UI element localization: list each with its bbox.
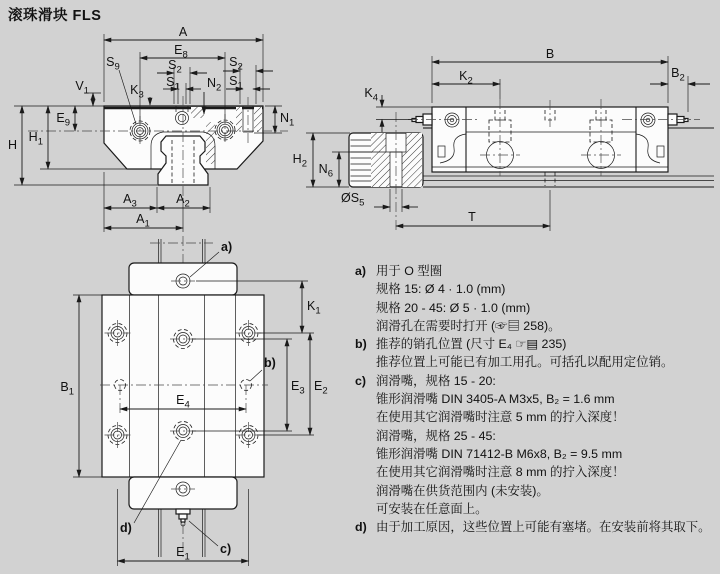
note-b: [355, 335, 719, 372]
note-d: [355, 518, 719, 536]
callout-d-label: d): [120, 521, 132, 535]
note-line: 用于 O 型圈: [376, 264, 443, 278]
dim-label-T: T: [468, 210, 476, 224]
dim-label-E3: $E_3$: [291, 379, 305, 397]
dim-label-B1: $B_1$: [60, 380, 74, 398]
note-line: 润滑嘴在供货范围内 (未安装)。: [376, 483, 549, 498]
note-a-label: a): [355, 264, 367, 278]
dim-label-V1: $V_1$: [75, 79, 89, 97]
top-view: [60, 236, 327, 566]
dim-label-N6: $N_6$: [318, 162, 333, 180]
note-line: 推荐的销孔位置 (尺寸 E₄ ☞▤ 235): [376, 337, 567, 352]
dim-label-K1: $K_1$: [307, 299, 321, 317]
dim-label-E8: $E_8$: [174, 43, 188, 61]
dim-label-S1-right: $S_1$: [229, 74, 243, 92]
dim-label-S1-left: $S_1$: [166, 75, 180, 93]
carriage-side-shape: [432, 107, 668, 172]
note-line: 锥形润滑嘴 DIN 3405-A M3x5, B₂ = 1.6 mm: [376, 392, 615, 407]
dim-label-E2: $E_2$: [314, 379, 328, 397]
note-line: 由于加工原因，这些位置上可能有塞堵。在安装前将其取下。: [376, 520, 711, 535]
cross-section-view: [8, 25, 294, 232]
dim-label-E1: $E_1$: [176, 545, 190, 563]
note-d-label: d): [355, 520, 367, 535]
callout-b-label: b): [264, 356, 276, 370]
note-line: 在使用其它润滑嘴时注意 5 mm 的拧入深度！: [376, 410, 625, 425]
dim-label-K3: $K_3$: [130, 83, 144, 101]
dim-label-S2-right: $S_2$: [229, 55, 243, 73]
callout-a-label: a): [221, 240, 233, 254]
dim-label-N2: $N_2$: [207, 76, 222, 94]
dim-label-B: B: [545, 47, 555, 61]
note-line: 锥形润滑嘴 DIN 71412-B M6x8, B₂ = 9.5 mm: [376, 446, 623, 461]
callout-c-label: c): [220, 542, 232, 556]
dim-label-H2: $H_2$: [292, 152, 307, 170]
dim-label-S5: $ØS_5$: [341, 191, 365, 209]
dim-label-K2: $K_2$: [459, 69, 473, 87]
note-a: [355, 262, 719, 335]
dim-label-A3: $A_3$: [123, 192, 137, 210]
note-c: [355, 372, 719, 518]
note-b-label: b): [355, 337, 367, 352]
dim-label-E4: $E_4$: [176, 393, 190, 411]
note-line: 在使用其它润滑嘴时注意 8 mm 的拧入深度！: [376, 465, 625, 480]
dim-label-H: H: [7, 138, 17, 152]
note-line: 润滑嘴，规格 15 - 20:: [376, 373, 496, 388]
note-line: 规格 15: Ø 4 · 1.0 (mm): [376, 282, 506, 297]
note-line: 润滑嘴，规格 25 - 45:: [376, 428, 496, 443]
dim-label-N1: $N_1$: [280, 111, 295, 129]
rail-end-section: [349, 112, 423, 232]
note-line: 推荐位置上可能已有加工用孔。可括孔以配用定位销。: [376, 355, 674, 370]
dim-label-A2: $A_2$: [176, 192, 190, 210]
dim-label-E9: $E_9$: [56, 111, 70, 129]
side-view: [293, 47, 714, 232]
grease-nipple-bottom: [176, 509, 190, 526]
page-title: 滚珠滑块 FLS: [8, 8, 102, 24]
dim-label-S2-left: $S_2$: [168, 58, 182, 76]
dim-label-A1: $A_1$: [136, 212, 150, 230]
dim-label-K4: $K_4$: [364, 86, 378, 104]
note-line: 规格 20 - 45: Ø 5 · 1.0 (mm): [376, 300, 531, 315]
notes-panel: [355, 262, 719, 536]
dim-label-B2: $B_2$: [671, 66, 685, 84]
carriage-top-shape: [102, 263, 264, 509]
note-line: 润滑孔在需要时打开 (☞▤ 258)。: [376, 318, 561, 333]
note-line: 可安装在任意面上。: [376, 501, 488, 516]
dim-label-S9: $S_9$: [106, 55, 120, 73]
note-c-label: c): [355, 373, 367, 388]
dim-label-H1: $H_1$: [28, 130, 43, 148]
dim-label-A: A: [178, 25, 188, 39]
